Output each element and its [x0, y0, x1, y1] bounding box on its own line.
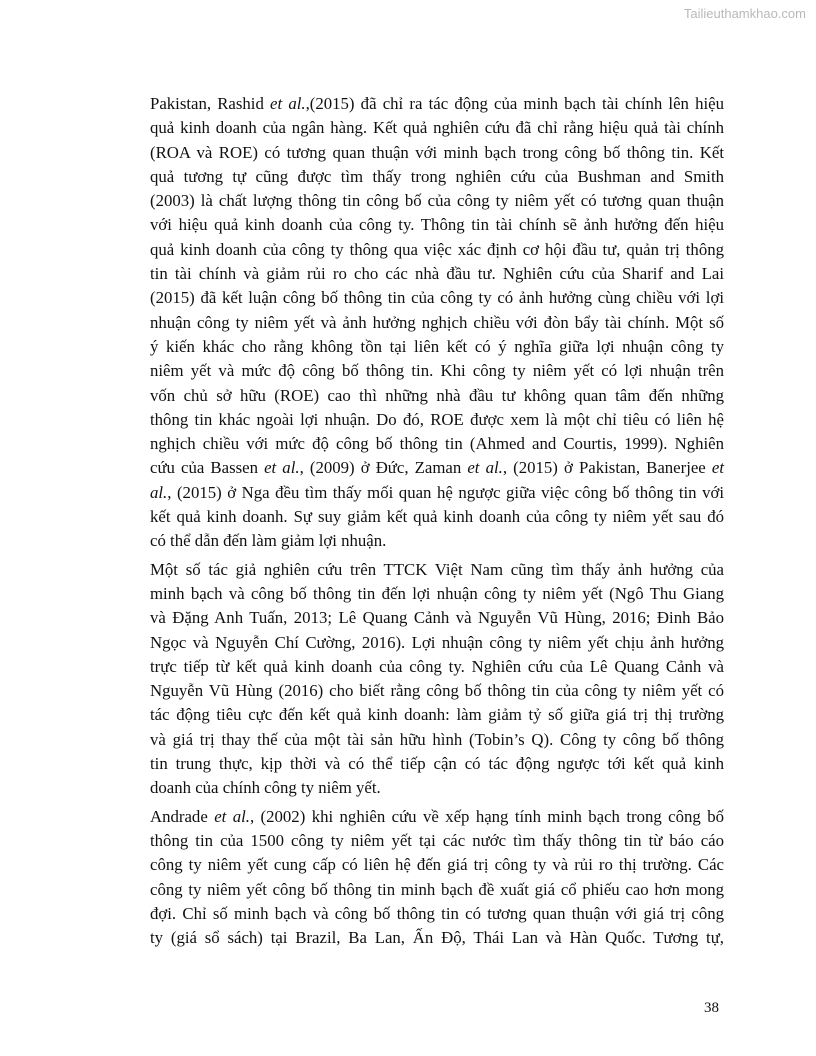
paragraph — [150, 92, 724, 554]
text-line — [150, 141, 724, 165]
text-segment: quả kinh doanh của công ty thông qua việc xác định cơ hội đầu tư, quản trị thông — [150, 239, 724, 259]
text-line — [150, 829, 724, 853]
text-segment: tin tài chính và giảm rủi ro cho các nhà đầu tư. Nghiên cứu của Sharif and Lai — [150, 264, 724, 284]
paragraph — [150, 558, 724, 801]
text-segment: , (2015) ở Pakistan, Banerjee — [502, 458, 712, 478]
text-segment: Pakistan, Rashid — [150, 94, 271, 113]
text-line — [150, 359, 724, 383]
text-segment: công ty niêm yết cung cấp có liên hệ đến giá trị công ty và rủi ro thị trường. Các — [150, 855, 724, 875]
text-line — [150, 116, 724, 140]
text-segment: Một số tác giả nghiên cứu trên TTCK Việt Nam cũng tìm thấy ảnh hưởng của — [150, 559, 724, 579]
text-line — [150, 213, 724, 237]
text-segment: thông tin khác ngoài lợi nhuận. Do đó, ROE được xem là một chỉ tiêu có liên hệ — [150, 409, 724, 429]
text-segment: quả kinh doanh của ngân hàng. Kết quả nghiên cứu đã chỉ rằng hiệu quả tài chính — [150, 118, 724, 138]
italic-text: et al. — [264, 458, 300, 478]
text-line — [150, 606, 724, 630]
text-segment: doanh của chính công ty niêm yết. — [150, 778, 381, 798]
text-line — [150, 505, 724, 529]
text-segment: Andrade — [150, 806, 215, 826]
text-segment: vốn chủ sở hữu (ROE) cao thì những nhà đầu tư không quan tâm đến những — [150, 385, 724, 405]
text-segment: , (2009) ở Đức, Zaman — [299, 458, 468, 478]
text-segment: Nguyễn Vũ Hùng (2016) cho biết rằng công bố thông tin của công ty niêm yết có — [150, 681, 724, 701]
text-segment: thông tin của 1500 công ty niêm yết tại các nước tìm thấy thông tin từ báo cáo — [150, 830, 724, 850]
text-line — [150, 311, 724, 335]
text-line — [150, 92, 724, 116]
document-body — [150, 92, 724, 954]
text-line — [150, 902, 724, 926]
text-line — [150, 582, 724, 606]
text-line — [150, 165, 724, 189]
text-line — [150, 631, 724, 655]
text-line — [150, 529, 724, 553]
italic-text: et al. — [214, 806, 250, 826]
text-segment: tin trung thực, kịp thời và có thể tiếp cận có tác động ngược tới kết quả kinh — [150, 754, 724, 774]
text-line — [150, 481, 724, 505]
text-segment: với hiệu quả kinh doanh của công ty. Thông tin tài chính sẽ ảnh hưởng đến hiệu — [150, 215, 724, 235]
text-line — [150, 728, 724, 752]
text-segment: ,(2015) đã chỉ ra tác động của minh bạch tài chính lên hiệu — [305, 94, 725, 113]
text-line — [150, 384, 724, 408]
text-line — [150, 189, 724, 213]
text-line — [150, 456, 724, 480]
text-segment: nhuận công ty niêm yết và ảnh hưởng nghịch chiều với đòn bẩy tài chính. Một số — [150, 312, 724, 332]
text-line — [150, 238, 724, 262]
text-line — [150, 926, 724, 950]
paragraph — [150, 805, 724, 951]
text-segment: (ROA và ROE) có tương quan thuận với minh bạch trong công bố thông tin. Kết — [150, 142, 724, 162]
text-segment: ý kiến khác cho rằng không tồn tại liên kết có ý nghĩa giữa lợi nhuận công ty — [150, 336, 724, 356]
watermark: Tailieuthamkhao.com — [683, 6, 806, 21]
text-line — [150, 408, 724, 432]
text-line — [150, 878, 724, 902]
italic-text: et al. — [270, 94, 306, 113]
text-segment: (2003) là chất lượng thông tin công bố của công ty niêm yết có tương quan thuận — [150, 191, 724, 211]
italic-text: al. — [150, 482, 168, 502]
text-segment: , (2002) khi nghiên cứu về xếp hạng tính minh bạch trong công bố — [249, 806, 724, 826]
text-segment: đợi. Chỉ số minh bạch và công bố thông tin có tương quan thuận với giá trị công — [150, 903, 724, 923]
text-line — [150, 703, 724, 727]
text-line — [150, 558, 724, 582]
text-line — [150, 679, 724, 703]
page-number: 38 — [704, 1000, 719, 1016]
text-line — [150, 655, 724, 679]
text-segment: có thể dẫn đến làm giảm lợi nhuận. — [150, 531, 387, 551]
italic-text: et — [711, 458, 724, 478]
text-segment: quả tương tự cũng được tìm thấy trong nghiên cứu của Bushman and Smith — [150, 166, 724, 186]
text-line — [150, 853, 724, 877]
text-segment: , (2015) ở Nga đều tìm thấy mối quan hệ ngược giữa việc công bố thông tin với — [167, 482, 724, 502]
text-line — [150, 805, 724, 829]
text-segment: Ngọc và Nguyễn Chí Cường, 2016). Lợi nhuận công ty niêm yết chịu ảnh hưởng — [150, 632, 724, 652]
text-segment: kết quả kinh doanh. Sự suy giảm kết quả kinh doanh của công ty niêm yết sau đó — [150, 507, 724, 527]
text-line — [150, 776, 724, 800]
text-segment: cứu của Bassen — [150, 458, 265, 478]
text-segment: minh bạch và công bố thông tin đến lợi nhuận công ty niêm yết (Ngô Thu Giang — [150, 583, 724, 603]
text-segment: nghịch chiều với mức độ công bố thông tin (Ahmed and Courtis, 1999). Nghiên — [150, 434, 724, 454]
text-segment: trực tiếp từ kết quả kinh doanh của công ty. Nghiên cứu của Lê Quang Cảnh và — [150, 656, 724, 676]
text-line — [150, 335, 724, 359]
text-segment: ty (giá sổ sách) tại Brazil, Ba Lan, Ấn Độ, Thái Lan và Hàn Quốc. Tương tự, — [150, 928, 724, 948]
text-segment: (2015) đã kết luận công bố thông tin của công ty có ảnh hưởng cùng chiều với lợi — [150, 288, 724, 308]
text-line — [150, 752, 724, 776]
text-segment: và Đặng Anh Tuấn, 2013; Lê Quang Cảnh và Nguyễn Vũ Hùng, 2016; Đinh Bảo — [150, 608, 724, 628]
text-segment: tác động tiêu cực đến kết quả kinh doanh: làm giảm tỷ số giữa giá trị thị trường — [150, 705, 724, 725]
text-segment: và giá trị thay thế của một tài sản hữu hình (Tobin’s Q). Công ty công bố thông — [150, 729, 724, 749]
text-line — [150, 262, 724, 286]
text-line — [150, 286, 724, 310]
text-line — [150, 432, 724, 456]
text-segment: công ty niêm yết công bố thông tin minh bạch đề xuất giá cổ phiếu cao hơn mong — [150, 879, 724, 899]
text-segment: niêm yết và mức độ công bố thông tin. Khi công ty niêm yết có lợi nhuận trên — [150, 361, 724, 381]
italic-text: et al. — [467, 458, 503, 478]
